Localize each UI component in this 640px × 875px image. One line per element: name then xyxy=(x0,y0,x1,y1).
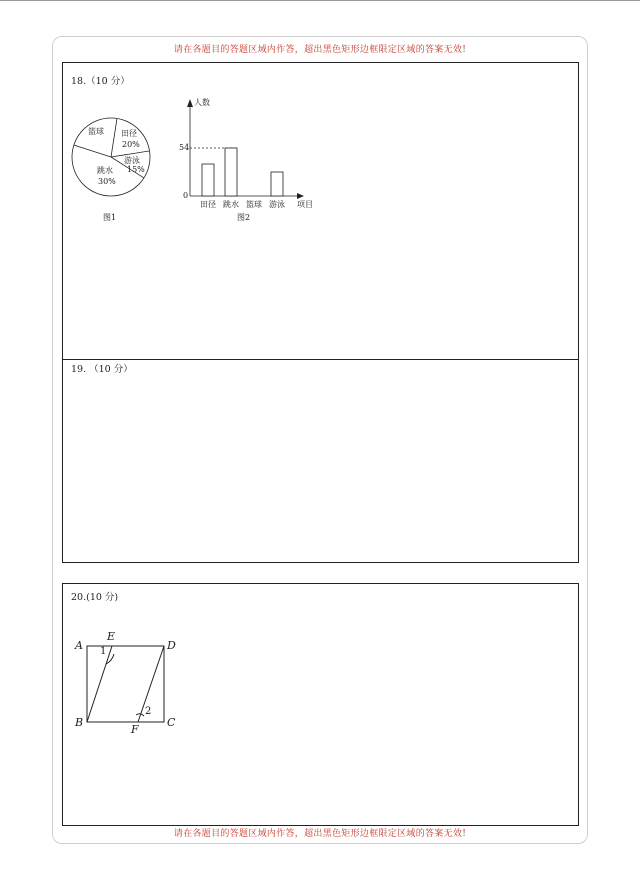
point-b-label: B xyxy=(75,716,84,729)
bar-x-tick-dive: 跳水 xyxy=(223,200,239,209)
bar-x-tick-swim: 游泳 xyxy=(269,200,285,209)
square-abcd xyxy=(87,646,164,722)
pie-slice-label-track: 田径 xyxy=(121,129,137,138)
bar-x-label: 项目 xyxy=(297,200,313,209)
q20-label: 20.(10 分) xyxy=(71,592,119,603)
pie-slice-label-basketball: 篮球 xyxy=(88,127,104,136)
angle-2-label: 2 xyxy=(145,706,152,717)
pie-slice-value-dive: 30% xyxy=(98,177,116,186)
pie-slice-label-swim: 游泳 xyxy=(124,156,140,165)
point-c-label: C xyxy=(167,716,176,729)
pie-slice-value-swim: 15% xyxy=(127,165,145,174)
q18-label: 18.（10 分） xyxy=(71,76,130,87)
point-e-label: E xyxy=(107,630,116,643)
bar-y-label: 人数 xyxy=(194,98,210,107)
bar-x-tick-basketball: 篮球 xyxy=(246,200,262,209)
footer-notice: 请在各题目的答题区域内作答，超出黑色矩形边框限定区域的答案无效! xyxy=(173,829,467,839)
segment-be xyxy=(87,646,112,722)
bar-y-tick-54: 54 xyxy=(179,143,190,152)
pie-slice-label-dive: 跳水 xyxy=(97,166,113,175)
angle-1-label: 1 xyxy=(100,646,107,657)
header-notice: 请在各题目的答题区域内作答，超出黑色矩形边框限定区域的答案无效! xyxy=(173,45,467,55)
figure-1-caption: 图1 xyxy=(103,213,117,222)
point-a-label: A xyxy=(75,639,83,652)
bar-y-tick-0: 0 xyxy=(183,191,189,200)
point-d-label: D xyxy=(167,639,176,652)
bar-x-tick-track: 田径 xyxy=(200,200,216,209)
q19-label: 19. （10 分） xyxy=(71,364,133,375)
pie-slice-value-track: 20% xyxy=(122,140,140,149)
figure-2-caption: 图2 xyxy=(237,213,251,222)
point-f-label: F xyxy=(131,723,139,736)
